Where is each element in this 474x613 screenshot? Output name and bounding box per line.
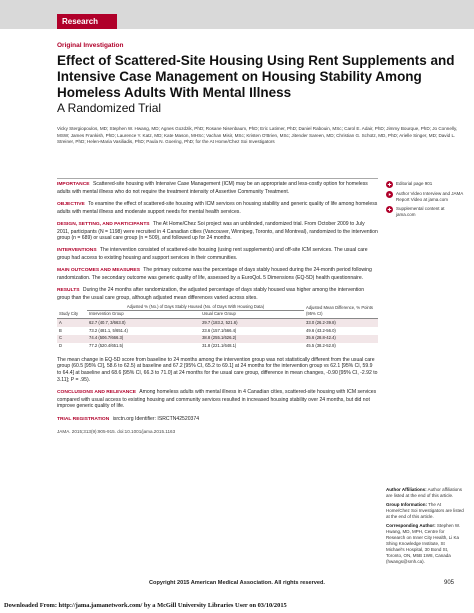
editorial-link[interactable] [386, 181, 464, 188]
table-row [57, 319, 378, 327]
corresponding-text: Stephen W. Hwang, MD, MPH, Centre for Research on Inner City Health, Li Ka Shing Knowledge Institute, St Michael's Hospital, 30 Bond St, Toronto, ON, M5B 1W8, Canada (hwangs@smh.ca). [386, 523, 461, 564]
abstract-results [57, 287, 378, 301]
abstract-conclusions [57, 389, 378, 410]
section-text: Scattered-site housing with Intensive Case Management (ICM) may be an appropriate and less-costly option for homeless adults with mental illness who do not require the treatment intensity of Assertive Community Treatment. [57, 181, 368, 195]
section-label: INTERVENTIONS [57, 248, 97, 254]
table-cell-usual: 23.6 (157.1/566.4) [200, 327, 304, 335]
table-header-intervention: Intervention Group [87, 311, 200, 319]
article-title: Effect of Scattered-Site Housing Using Rent Supplements and Intensive Case Management on Housing Stability Among Homeless Adults With Mental Illness [57, 53, 455, 100]
video-link-label: Author Video Interview and JAMA Report Video at jama.com [396, 191, 463, 202]
abstract-objective [57, 201, 378, 215]
table-cell-diff: 49.6 (43.2-56.0) [304, 327, 378, 335]
section-label: DESIGN, SETTING, AND PARTICIPANTS [57, 221, 150, 227]
table-cell-site: C [57, 335, 87, 343]
table-cell-site: B [57, 327, 87, 335]
group-label: Group Information: [386, 502, 427, 507]
table-cell-usual: 31.8 (221.1/648.1) [200, 343, 304, 351]
sidebar-author-info [386, 487, 464, 565]
results-table [57, 304, 378, 351]
abstract [57, 181, 378, 441]
table-header-group: Adjusted % (No.) of Days Stably Housed (No. of Days With Housing Data) [87, 304, 304, 311]
table-header-usual: Usual Care Group [200, 311, 304, 319]
table-cell-usual: 38.8 (255.1/626.2) [200, 335, 304, 343]
abstract-design [57, 221, 378, 242]
table-row [57, 343, 378, 351]
abstract-trial-registration [57, 416, 378, 424]
table-cell-site: A [57, 319, 87, 327]
abstract-outcomes [57, 267, 378, 281]
video-link[interactable] [386, 191, 464, 203]
article-category: Original Investigation [57, 42, 124, 49]
section-label: IMPORTANCE [57, 182, 90, 187]
section-text: The At Home/Chez Soi project was an unblinded, randomized trial. From October 2009 to July 2011, participants (N = 1198) were recruited in 4 Canadian cities (Vancouver, Winnipeg, Toronto, and Montreal), randomized to the intervention group (n = 689) or usual care group (n = 509), and followed up for 24 months. [57, 220, 378, 242]
table-row [57, 327, 378, 335]
table-row [57, 335, 378, 343]
author-list: Vicky Stergiopoulos, MD; Stephen W. Hwang, MD; Agnes Gozdzik, PhD; Rosane Nisenbaum, PhD; Eric Latimer, PhD; Daniel Rabouin, MSc; Carol E. Adair, PhD; Jimmy Bourque, PhD; Jo Connelly, MSW; James Frankish, PhD; Laurence Y. Katz, MD; Kate Mason, MHSc; Vachan Misir, MSc; Kristen O'Brien, MSc; Jitender Sareen, MD; Christian G. Schütz, MD, PhD; Arielle Singer, MD; David L. Streiner, PhD; Helen-Maria Vasiliadis, PhD; Paula N. Goering, PhD; for the At Home/Chez Soi Investigators [57, 126, 458, 145]
article-subtitle: A Randomized Trial [57, 101, 162, 115]
abstract-results-continued: The mean change in EQ-5D score from baseline to 24 months among the intervention group was not statistically different from the usual care group (60.5 [95% CI], 58.6 to 62.5) at baseline and 67.2 [95% CI, 65.2 to 69.1] at 24 months for the intervention group vs 62.1 [95% CI, 59.9 to 64.4] at baseline and 68.6 [95% CI, 66.3 to 71.0] at 24 months for the usual care group, difference in mean changes, -0.90 [95% CI, -2.92 to 3.11]; P = .95). [57, 356, 378, 383]
table-cell-diff: 45.5 (38.2-52.8) [304, 343, 378, 351]
group-information [386, 502, 464, 520]
section-label: OBJECTIVE [57, 201, 85, 207]
abstract-importance [57, 181, 378, 195]
page-number: 905 [444, 580, 455, 586]
section-text: To examine the effect of scattered-site housing with ICM services on housing stability and generic quality of life among homeless adults with mental illness and moderate support needs for mental health services. [57, 200, 378, 215]
table-header-site: Study City [57, 304, 87, 319]
section-label: TRIAL REGISTRATION [57, 416, 110, 422]
section-label: MAIN OUTCOMES AND MEASURES [57, 268, 140, 274]
table-header-diff: Adjusted Mean Difference, % Points (95% CI) [304, 304, 378, 319]
affiliations-label: Author Affiliations: [386, 487, 427, 492]
author-affiliations [386, 487, 464, 499]
affiliations-text: Author affiliations are listed at the end of this article. [386, 487, 463, 498]
table-cell-intervention: 62.7 (40.7, 3/663.0) [87, 319, 200, 327]
abstract-interventions [57, 247, 378, 261]
section-tab[interactable]: Research [57, 14, 117, 29]
table-cell-diff: 33.0 (26.2-39.8) [304, 319, 378, 327]
copyright-notice: Copyright 2015 American Medical Association. All rights reserved. [149, 580, 325, 586]
section-text: Among homeless adults with mental illness in 4 Canadian cities, scattered-site housing with ICM services compared with usual access to existing housing and community services resulted in increased housing stability over 24 months, but did not improve generic quality of life. [57, 388, 377, 410]
table-header-row [57, 304, 378, 311]
group-text: The At Home/Chez Soi Investigators are listed at the end of this article. [386, 502, 464, 519]
section-label: CONCLUSIONS AND RELEVANCE [57, 389, 137, 395]
corresponding-author [386, 523, 464, 565]
editorial-link-label: Editorial page 901 [396, 181, 433, 186]
sidebar-links [386, 181, 464, 221]
table-cell-intervention: 77.2 (520.4/651.5) [87, 343, 200, 351]
table-cell-site: D [57, 343, 87, 351]
trial-link[interactable]: isrctn.org Identifier: ISRCTN42520374 [112, 415, 200, 422]
section-text: During the 24 months after randomization, the adjusted percentage of days stably housed was higher among the intervention group than the usual care group, although adjusted mean differences varied across sites. [57, 287, 365, 301]
section-text: The intervention consisted of scattered-site housing (using rent supplements) and off-site ICM services. The usual care group had access to existing housing and support services in their communities. [57, 247, 368, 262]
abstract-top-rule [57, 178, 378, 179]
plus-icon [386, 206, 393, 213]
citation: JAMA. 2015;313(9):905-915. doi:10.1001/jama.2015.1163 [57, 428, 176, 434]
table-cell-diff: 35.6 (28.8-42.4) [304, 335, 378, 343]
table-cell-intervention: 73.2 (481.1, 5/651.4) [87, 327, 200, 335]
supplemental-link[interactable] [386, 206, 464, 218]
supplemental-link-label: Supplemental content at jama.com [396, 206, 445, 217]
corresponding-label: Corresponding Author: [386, 523, 436, 528]
section-label: RESULTS [57, 288, 80, 294]
table-cell-usual: 29.7 (183.2, 521.6) [200, 319, 304, 327]
table-cell-intervention: 74.4 (506.7/666.3) [87, 335, 200, 343]
download-notice: Downloaded From: http://jama.jamanetwork.com/ by a McGill University Libraries User on 03/10/2015 [4, 602, 287, 609]
video-play-icon [386, 191, 393, 198]
section-text: The primary outcome was the percentage of days stably housed during the 24-month period following randomization. The secondary outcome was generic quality of life, assessed by a EuroQoL 5 Dimensions (EQ-5D) health questionnaire. [57, 267, 372, 282]
plus-icon [386, 181, 393, 188]
